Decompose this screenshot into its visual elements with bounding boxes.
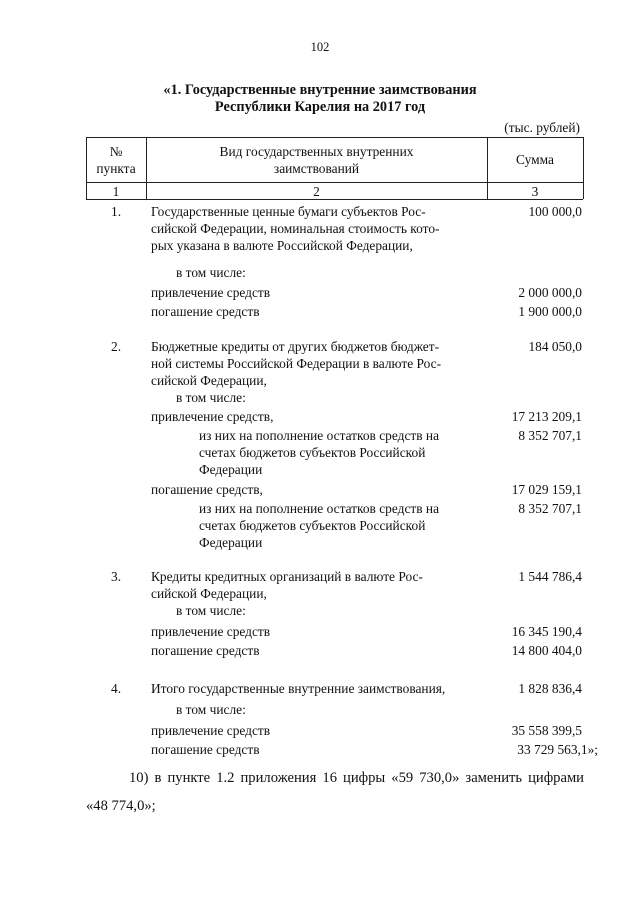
item-text-line: Итого государственные внутренние заимствования, bbox=[151, 681, 446, 696]
header-right-border bbox=[583, 137, 584, 199]
item-sub-text-line: Федерации bbox=[199, 535, 263, 550]
item-text-line: Кредиты кредитных организаций в валюте Рос- bbox=[151, 569, 423, 584]
item-repay-amount: 1 900 000,0 bbox=[518, 304, 582, 319]
item-repay-label: погашение средств, bbox=[151, 482, 263, 497]
unit-label: (тыс. рублей) bbox=[504, 120, 580, 135]
header-num-1: 1 bbox=[112, 184, 120, 199]
item-text-line: сийской Федерации, bbox=[151, 373, 267, 388]
header-top-border bbox=[86, 137, 583, 138]
item-attract-label: привлечение средств bbox=[151, 624, 271, 639]
item-sub-text-line: счетах бюджетов субъектов Российской bbox=[199, 518, 426, 533]
item-amount: 1 544 786,4 bbox=[518, 569, 582, 584]
item-attract-label: привлечение средств bbox=[151, 723, 271, 738]
header-col1-line1: № bbox=[109, 144, 123, 159]
item-sub-text-line: из них на пополнение остатков средств на bbox=[199, 428, 440, 443]
item-attract-label: привлечение средств bbox=[151, 285, 271, 300]
item-number: 1. bbox=[111, 204, 122, 219]
item-including-label: в том числе: bbox=[176, 390, 246, 405]
item-amount: 1 828 836,4 bbox=[518, 681, 582, 696]
item-repay-amount: 17 029 159,1 bbox=[511, 482, 582, 497]
footer-paragraph-line-2: «48 774,0»; bbox=[86, 798, 156, 814]
item-number: 2. bbox=[111, 339, 122, 354]
item-attract-amount: 35 558 399,5 bbox=[511, 723, 582, 738]
item-number: 4. bbox=[111, 681, 122, 696]
item-number: 3. bbox=[111, 569, 122, 584]
item-sub-text-line: счетах бюджетов субъектов Российской bbox=[199, 445, 426, 460]
item-text-line: Государственные ценные бумаги субъектов Рос- bbox=[151, 204, 426, 219]
header-col2-line2: заимствований bbox=[273, 161, 360, 176]
item-attract-label: привлечение средств, bbox=[151, 409, 274, 424]
item-text-line: рых указана в валюте Российской Федерации, bbox=[151, 238, 413, 253]
item-including-label: в том числе: bbox=[176, 603, 246, 618]
item-text-line: Бюджетные кредиты от других бюджетов бюджет- bbox=[151, 339, 440, 354]
item-text-line: сийской Федерации, номинальная стоимость кото- bbox=[151, 221, 440, 236]
item-amount: 100 000,0 bbox=[528, 204, 582, 219]
item-repay-label: погашение средств bbox=[151, 304, 260, 319]
item-attract-amount: 2 000 000,0 bbox=[518, 285, 582, 300]
table-title-line-2: Республики Карелия на 2017 год bbox=[214, 99, 426, 115]
item-sub-text-line: из них на пополнение остатков средств на bbox=[199, 501, 440, 516]
item-sub-text-line: Федерации bbox=[199, 462, 263, 477]
item-repay-amount: 14 800 404,0 bbox=[511, 643, 582, 658]
item-repay-label: погашение средств bbox=[151, 742, 260, 757]
footer-paragraph-line-1: 10) в пункте 1.2 приложения 16 цифры «59 730,0» заменить цифрами bbox=[129, 770, 584, 786]
item-text-line: ной системы Российской Федерации в валюте Рос- bbox=[151, 356, 442, 371]
header-col1-line2: пункта bbox=[96, 161, 136, 176]
item-attract-amount: 17 213 209,1 bbox=[511, 409, 582, 424]
item-repay-amount: 33 729 563,1»; bbox=[517, 742, 598, 757]
item-including-label: в том числе: bbox=[176, 265, 246, 280]
header-col3: Сумма bbox=[516, 152, 554, 167]
item-sub-amount: 8 352 707,1 bbox=[518, 501, 582, 516]
item-including-label: в том числе: bbox=[176, 702, 246, 717]
item-amount: 184 050,0 bbox=[528, 339, 582, 354]
item-repay-label: погашение средств bbox=[151, 643, 260, 658]
header-num-3: 3 bbox=[531, 184, 539, 199]
item-sub-amount: 8 352 707,1 bbox=[518, 428, 582, 443]
item-text-line: сийской Федерации, bbox=[151, 586, 267, 601]
page-number: 102 bbox=[310, 40, 330, 54]
table-title-line-1: «1. Государственные внутренние заимствования bbox=[163, 82, 477, 98]
header-col2-line1: Вид государственных внутренних bbox=[219, 144, 414, 159]
header-num-2: 2 bbox=[313, 184, 320, 199]
item-attract-amount: 16 345 190,4 bbox=[511, 624, 582, 639]
